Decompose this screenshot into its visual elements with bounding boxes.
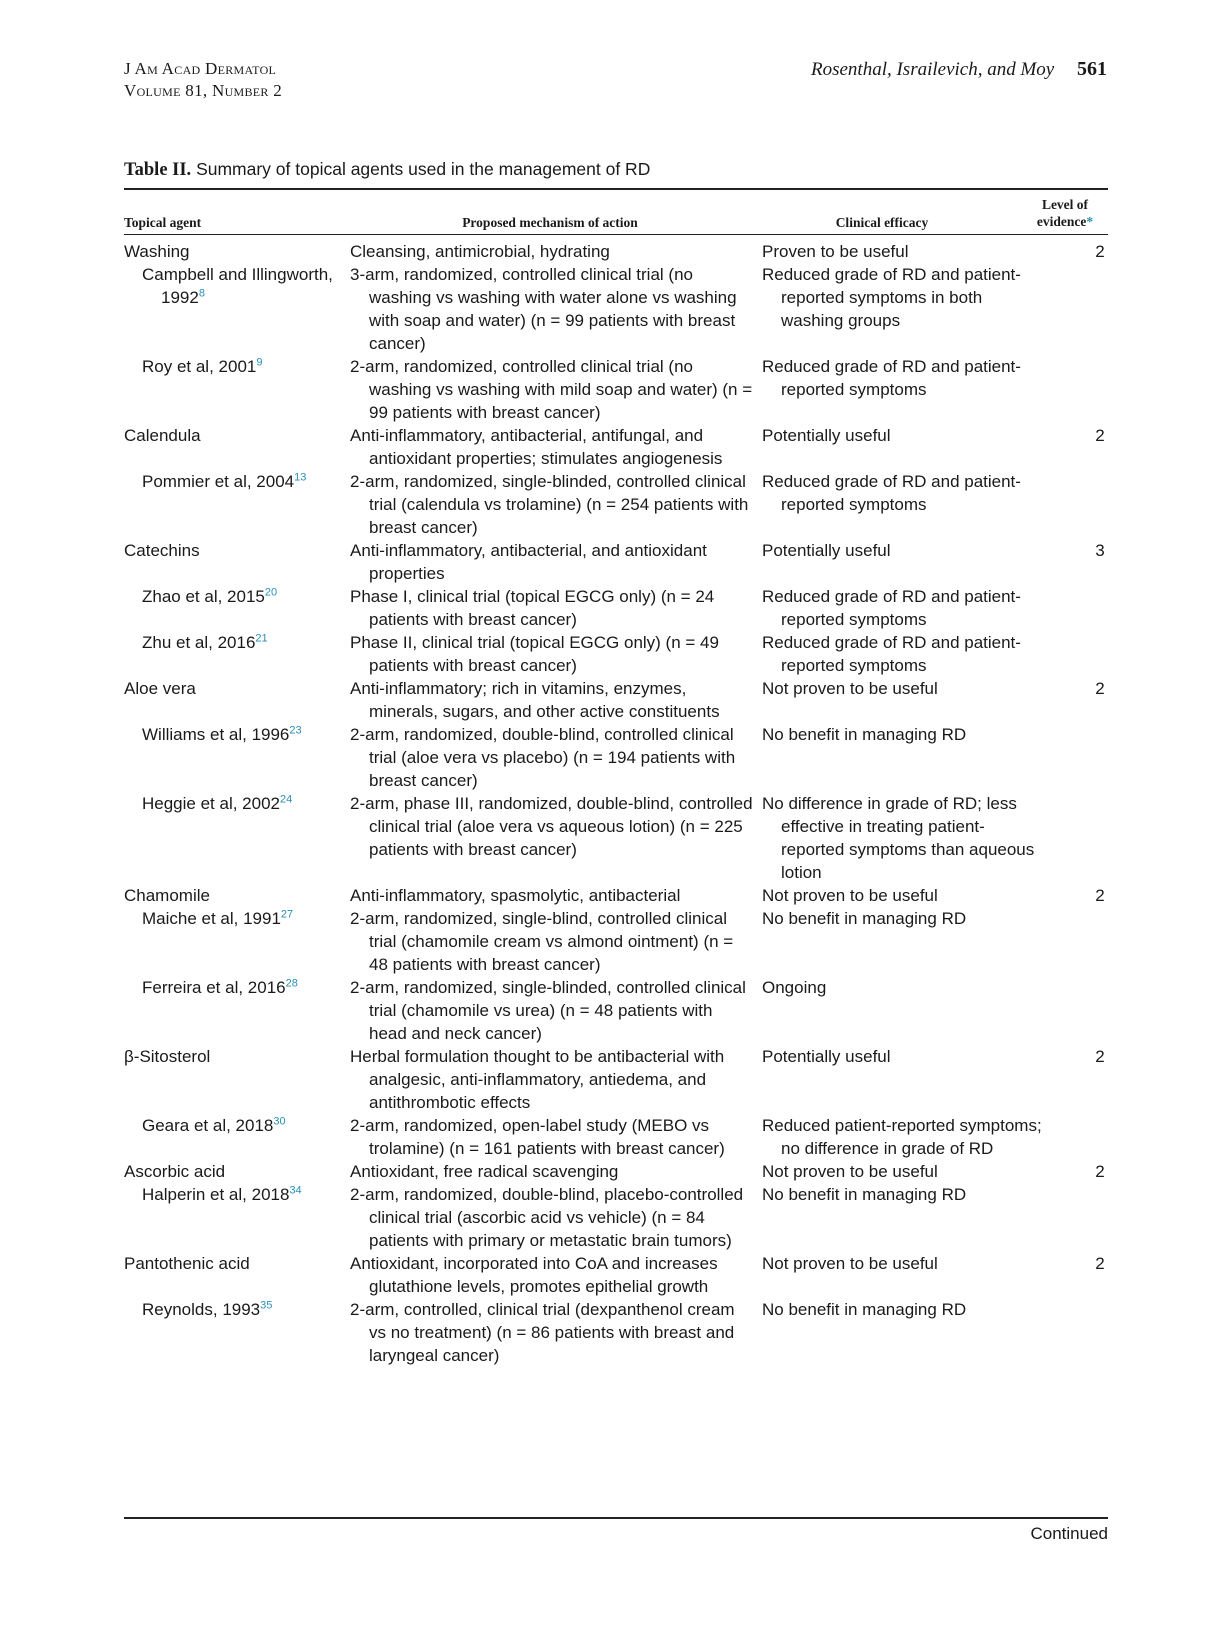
table-title: Summary of topical agents used in the management of RD [196, 159, 651, 179]
agent-text: Maiche et al, 1991 [142, 909, 281, 928]
agent-text: Halperin et al, 2018 [142, 1185, 290, 1204]
level-footnote-mark: * [1086, 214, 1094, 229]
cell-efficacy [762, 1183, 1042, 1252]
level-text: 2 [1095, 1162, 1105, 1181]
table-row-study [124, 723, 1108, 792]
agent-text: Ascorbic acid [124, 1162, 226, 1181]
efficacy-text: Reduced grade of RD and patient-reported symptoms [762, 472, 1021, 514]
mechanism-text: 2-arm, controlled, clinical trial (dexpanthenol cream vs no treatment) (n = 86 patients with breast and laryngeal cancer) [350, 1300, 735, 1365]
cell-level [1042, 1252, 1108, 1298]
mechanism-text: Anti-inflammatory, antibacterial, antifungal, and antioxidant properties; stimulates angiogenesis [350, 426, 723, 468]
level-text: 2 [1095, 242, 1105, 261]
table-row-study [124, 470, 1108, 539]
mechanism-text: 2-arm, randomized, double-blind, controlled clinical trial (aloe vera vs placebo) (n = 194 patients with breast cancer) [350, 725, 736, 790]
cell-topical-agent [124, 263, 350, 355]
agent-text: Ferreira et al, 2016 [142, 978, 286, 997]
efficacy-text: No benefit in managing RD [762, 909, 967, 928]
column-header-level-line1: Level of [1041, 197, 1089, 212]
cell-mechanism [350, 1183, 762, 1252]
cell-efficacy [762, 631, 1042, 677]
cell-level [1042, 1183, 1108, 1252]
cell-topical-agent [124, 424, 350, 470]
cell-efficacy [762, 1160, 1042, 1183]
efficacy-text: Not proven to be useful [762, 679, 938, 698]
agent-text: Williams et al, 1996 [142, 725, 290, 744]
cell-mechanism [350, 1252, 762, 1298]
cell-level [1042, 884, 1108, 907]
mechanism-text: Cleansing, antimicrobial, hydrating [350, 242, 610, 261]
agent-text: β-Sitosterol [124, 1047, 211, 1066]
table-row-agent [124, 1160, 1108, 1183]
cell-level [1042, 1298, 1108, 1367]
agent-text: Roy et al, 2001 [142, 357, 257, 376]
cell-mechanism [350, 470, 762, 539]
mechanism-text: 2-arm, randomized, controlled clinical trial (no washing vs washing with mild soap and water) (n = 99 patients with breast cancer) [350, 357, 753, 422]
table-top-rule [124, 188, 1108, 190]
cell-level [1042, 240, 1108, 263]
cell-efficacy [762, 585, 1042, 631]
cell-efficacy [762, 470, 1042, 539]
efficacy-text: No benefit in managing RD [762, 1185, 967, 1204]
cell-level [1042, 723, 1108, 792]
mechanism-text: 2-arm, randomized, single-blinded, controlled clinical trial (chamomile vs urea) (n = 48 patients with head and neck cancer) [350, 978, 746, 1043]
cell-topical-agent [124, 723, 350, 792]
reference-link[interactable]: 35 [260, 1299, 273, 1312]
cell-topical-agent [124, 585, 350, 631]
table-row-agent [124, 677, 1108, 723]
mechanism-text: Anti-inflammatory; rich in vitamins, enzymes, minerals, sugars, and other active constituents [350, 679, 720, 721]
cell-mechanism [350, 907, 762, 976]
cell-topical-agent [124, 1160, 350, 1183]
cell-level [1042, 539, 1108, 585]
table-row-agent [124, 1252, 1108, 1298]
running-head-authors: Rosenthal, Israilevich, and Moy [810, 59, 1055, 80]
cell-level [1042, 1114, 1108, 1160]
mechanism-text: 2-arm, randomized, double-blind, placebo-controlled clinical trial (ascorbic acid vs vehicle) (n = 84 patients with primary or metastatic brain tumors) [350, 1185, 744, 1250]
cell-efficacy [762, 240, 1042, 263]
cell-efficacy [762, 976, 1042, 1045]
mechanism-text: 2-arm, phase III, randomized, double-blind, controlled clinical trial (aloe vera vs aqueous lotion) (n = 225 patients with breast cancer) [350, 794, 753, 859]
efficacy-text: Reduced grade of RD and patient-reported symptoms in both washing groups [762, 265, 1021, 330]
journal-header [124, 58, 282, 102]
agent-text: Zhao et al, 2015 [142, 587, 265, 606]
level-text: 3 [1095, 541, 1105, 560]
table-row-agent [124, 539, 1108, 585]
efficacy-text: Not proven to be useful [762, 1162, 938, 1181]
page-number: 561 [1077, 58, 1107, 80]
mechanism-text: Phase I, clinical trial (topical EGCG only) (n = 24 patients with breast cancer) [350, 587, 715, 629]
cell-mechanism [350, 539, 762, 585]
cell-mechanism [350, 723, 762, 792]
cell-topical-agent [124, 631, 350, 677]
cell-mechanism [350, 792, 762, 884]
journal-volume: Volume 81, Number 2 [124, 81, 283, 100]
cell-mechanism [350, 631, 762, 677]
reference-link[interactable]: 21 [255, 632, 268, 645]
mechanism-text: Antioxidant, free radical scavenging [350, 1162, 619, 1181]
cell-mechanism [350, 1160, 762, 1183]
reference-link[interactable]: 23 [289, 724, 302, 737]
level-text: 2 [1095, 1254, 1105, 1273]
continued-label: Continued [1030, 1524, 1108, 1543]
mechanism-text: 2-arm, randomized, single-blind, controlled clinical trial (chamomile cream vs almond ointment) (n = 48 patients with breast cancer) [350, 909, 734, 974]
efficacy-text: Ongoing [762, 978, 827, 997]
cell-efficacy [762, 1114, 1042, 1160]
efficacy-text: Reduced patient-reported symptoms; no difference in grade of RD [762, 1116, 1042, 1158]
cell-topical-agent [124, 792, 350, 884]
table-row-study [124, 907, 1108, 976]
cell-mechanism [350, 424, 762, 470]
efficacy-text: Not proven to be useful [762, 1254, 938, 1273]
cell-topical-agent [124, 1114, 350, 1160]
cell-topical-agent [124, 907, 350, 976]
cell-level [1042, 907, 1108, 976]
mechanism-text: Herbal formulation thought to be antibacterial with analgesic, anti-inflammatory, antiedema, and antithrombotic effects [350, 1047, 725, 1112]
agent-text: Zhu et al, 2016 [142, 633, 256, 652]
cell-efficacy [762, 1045, 1042, 1114]
reference-link[interactable]: 9 [256, 356, 263, 369]
table-bottom-rule [124, 1517, 1108, 1519]
efficacy-text: Reduced grade of RD and patient-reported symptoms [762, 633, 1021, 675]
cell-mechanism [350, 677, 762, 723]
column-header-mechanism: Proposed mechanism of action [462, 215, 638, 230]
cell-efficacy [762, 355, 1042, 424]
cell-level [1042, 470, 1108, 539]
efficacy-text: No benefit in managing RD [762, 725, 967, 744]
efficacy-text: Potentially useful [762, 1047, 891, 1066]
cell-topical-agent [124, 1298, 350, 1367]
cell-mechanism [350, 976, 762, 1045]
reference-link[interactable]: 30 [273, 1115, 286, 1128]
cell-level [1042, 976, 1108, 1045]
efficacy-text: Proven to be useful [762, 242, 909, 261]
mechanism-text: 2-arm, randomized, single-blinded, controlled clinical trial (calendula vs trolamine) (n = 254 patients with breast cancer) [350, 472, 749, 537]
cell-level [1042, 1045, 1108, 1114]
cell-level [1042, 263, 1108, 355]
efficacy-text: No difference in grade of RD; less effective in treating patient-reported symptoms than aqueous lotion [762, 794, 1035, 882]
mechanism-text: 2-arm, randomized, open-label study (MEBO vs trolamine) (n = 161 patients with breast cancer) [350, 1116, 725, 1158]
table-label: Table II. [124, 160, 192, 180]
agent-text: Washing [124, 242, 190, 261]
agent-text: Aloe vera [124, 679, 196, 698]
cell-efficacy [762, 539, 1042, 585]
cell-level [1042, 677, 1108, 723]
agent-text: Geara et al, 2018 [142, 1116, 274, 1135]
cell-mechanism [350, 884, 762, 907]
table-header-rule [124, 234, 1108, 235]
efficacy-text: Reduced grade of RD and patient-reported symptoms [762, 357, 1021, 399]
cell-topical-agent [124, 1045, 350, 1114]
table-row-agent [124, 424, 1108, 470]
table-caption [124, 158, 650, 181]
table-body [124, 240, 1108, 1367]
cell-topical-agent [124, 355, 350, 424]
agent-text: Reynolds, 1993 [142, 1300, 261, 1319]
column-header-level [1015, 196, 1115, 230]
cell-efficacy [762, 1298, 1042, 1367]
agent-text: Pommier et al, 2004 [142, 472, 295, 491]
efficacy-text: Reduced grade of RD and patient-reported symptoms [762, 587, 1021, 629]
agent-text: Calendula [124, 426, 201, 445]
cell-efficacy [762, 677, 1042, 723]
cell-efficacy [762, 263, 1042, 355]
cell-topical-agent [124, 677, 350, 723]
table-row-study [124, 1114, 1108, 1160]
reference-link[interactable]: 13 [294, 471, 307, 484]
cell-topical-agent [124, 884, 350, 907]
cell-level [1042, 424, 1108, 470]
mechanism-text: Phase II, clinical trial (topical EGCG only) (n = 49 patients with breast cancer) [350, 633, 719, 675]
efficacy-text: Potentially useful [762, 541, 891, 560]
table-row-study [124, 585, 1108, 631]
cell-mechanism [350, 585, 762, 631]
mechanism-text: Antioxidant, incorporated into CoA and increases glutathione levels, promotes epithelial growth [350, 1254, 718, 1296]
cell-efficacy [762, 424, 1042, 470]
table-row-study [124, 263, 1108, 355]
column-header-level-line2: evidence [1036, 214, 1087, 229]
level-text: 2 [1095, 679, 1105, 698]
reference-link[interactable]: 8 [198, 287, 205, 300]
reference-link[interactable]: 27 [280, 908, 294, 921]
level-text: 2 [1095, 886, 1105, 905]
cell-efficacy [762, 1252, 1042, 1298]
agent-text: Heggie et al, 2002 [142, 794, 280, 813]
cell-efficacy [762, 792, 1042, 884]
cell-mechanism [350, 240, 762, 263]
agent-text: Catechins [124, 541, 200, 560]
cell-mechanism [350, 1045, 762, 1114]
reference-link[interactable]: 24 [280, 793, 293, 806]
reference-link[interactable]: 34 [289, 1184, 302, 1197]
journal-name: J Am Acad Dermatol [124, 59, 277, 78]
cell-efficacy [762, 723, 1042, 792]
mechanism-text: Anti-inflammatory, antibacterial, and antioxidant properties [350, 541, 707, 583]
agent-text: Pantothenic acid [124, 1254, 250, 1273]
level-text: 2 [1095, 426, 1105, 445]
cell-topical-agent [124, 240, 350, 263]
agent-text: Campbell and Illingworth, 1992 [142, 265, 333, 307]
running-head [811, 58, 1107, 81]
efficacy-text: Not proven to be useful [762, 886, 938, 905]
cell-topical-agent [124, 470, 350, 539]
efficacy-text: No benefit in managing RD [762, 1300, 967, 1319]
table-row-agent [124, 240, 1108, 263]
reference-link[interactable]: 28 [285, 977, 298, 990]
mechanism-text: Anti-inflammatory, spasmolytic, antibacterial [350, 886, 681, 905]
cell-level [1042, 792, 1108, 884]
agent-text: Chamomile [124, 886, 210, 905]
cell-mechanism [350, 1298, 762, 1367]
cell-efficacy [762, 907, 1042, 976]
table-row-study [124, 792, 1108, 884]
column-header-efficacy: Clinical efficacy [835, 215, 929, 230]
table-row-study [124, 1298, 1108, 1367]
cell-topical-agent [124, 976, 350, 1045]
cell-efficacy [762, 884, 1042, 907]
mechanism-text: 3-arm, randomized, controlled clinical trial (no washing vs washing with water alone vs washing with soap and water) (n = 99 patients with breast cancer) [350, 265, 737, 353]
cell-level [1042, 631, 1108, 677]
level-text: 2 [1095, 1047, 1105, 1066]
table-row-study [124, 976, 1108, 1045]
column-header-agent: Topical agent [124, 215, 202, 230]
table-row-study [124, 355, 1108, 424]
table-row-agent [124, 884, 1108, 907]
table-row-study [124, 631, 1108, 677]
reference-link[interactable]: 20 [264, 586, 278, 599]
cell-level [1042, 585, 1108, 631]
cell-level [1042, 1160, 1108, 1183]
cell-topical-agent [124, 1252, 350, 1298]
cell-mechanism [350, 1114, 762, 1160]
efficacy-text: Potentially useful [762, 426, 891, 445]
table-row-study [124, 1183, 1108, 1252]
table-row-agent [124, 1045, 1108, 1114]
cell-mechanism [350, 263, 762, 355]
cell-topical-agent [124, 539, 350, 585]
cell-topical-agent [124, 1183, 350, 1252]
cell-level [1042, 355, 1108, 424]
cell-mechanism [350, 355, 762, 424]
